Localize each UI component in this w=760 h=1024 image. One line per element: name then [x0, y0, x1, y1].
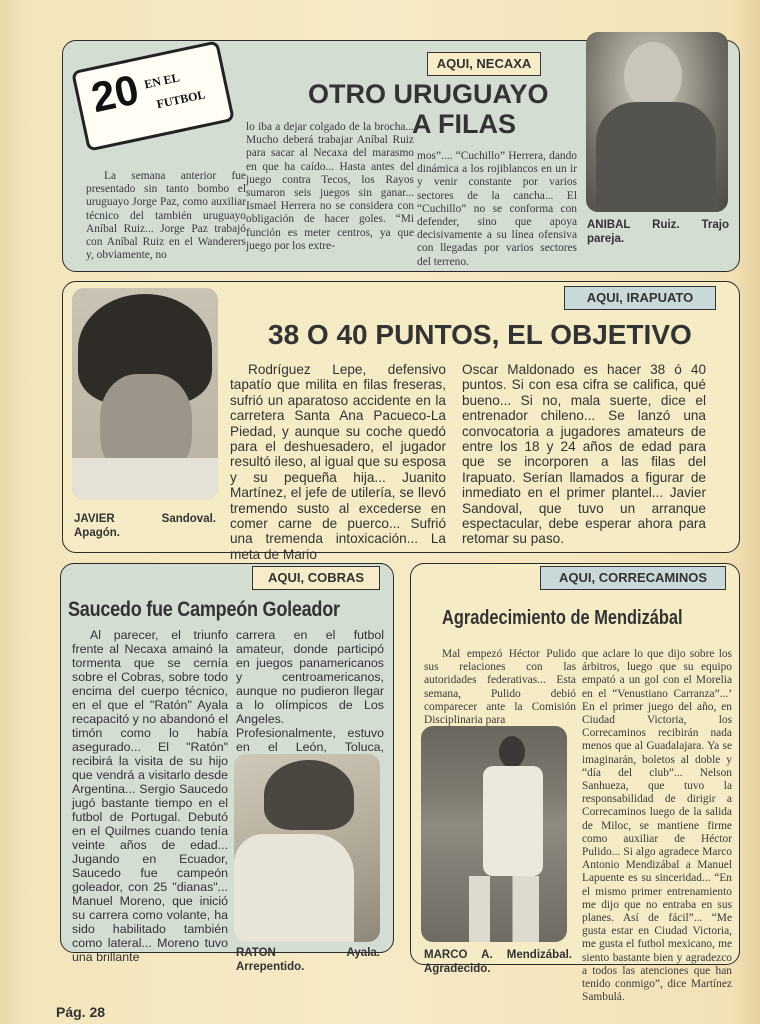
irapuato-photo-caption: JAVIER Sandoval. Apagón.	[74, 513, 216, 539]
necaxa-column-2: lo iba a dejar colgado de la brocha... Mucho deberá trabajar Aníbal Ruiz para sacar al Necaxa del marasmo en que ha caído... Hasta antes del juego contra Tecos, los Rayos sumaron seis juegos sin ganar... Ismael Herrera no se considera con obligación de hacer goles. “Mi función es meter centros, ya que juego por los extre-	[246, 121, 414, 252]
necaxa-tag: AQUI, NECAXA	[427, 52, 541, 76]
necaxa-column-1: La semana anterior fue presentado sin tanto bombo el uruguayo Jorge Paz, como auxiliar técnico del también uruguayo Aníbal Ruiz... Jorge Paz trabajó con Aníbal Ruiz en el Wanderers y, obviamente, no	[86, 170, 246, 262]
correcaminos-headline: Agradecimiento de Mendizábal	[442, 607, 683, 629]
cobras-tag: AQUI, COBRAS	[252, 566, 380, 590]
irapuato-headline: 38 O 40 PUNTOS, EL OBJETIVO	[268, 319, 692, 350]
irapuato-tag: AQUI, IRAPUATO	[564, 286, 716, 310]
necaxa-photo-caption: ANIBAL Ruiz. Trajo pareja.	[587, 219, 729, 245]
necaxa-column-3: mos”.... “Cuchillo” Herrera, dando dinámica a los rojiblancos en un ir y venir constante por varios sectores de la cancha... El “Cuchillo” no se conforma con defender, sino que apoya decisivamente a su línea ofensiva con llegadas por varios sectores del terreno.	[417, 150, 577, 268]
cobras-photo-caption: RATON Ayala. Arrepentido.	[236, 947, 380, 973]
correcaminos-column-1: Mal empezó Héctor Pulido sus relaciones con las autoridades federativas... Esta semana, Pulido debió comparecer ante la Comisión Disciplinaria para	[424, 648, 576, 727]
photo-shirt	[72, 458, 218, 500]
cobras-headline: Saucedo fue Campeón Goleador	[68, 598, 340, 621]
correcaminos-photo-caption: MARCO A. Mendizábal. Agradecido.	[424, 949, 572, 975]
raton-ayala-photo	[234, 754, 380, 942]
photo-head	[499, 736, 525, 768]
section-badge-number: 20	[87, 65, 143, 122]
photo-shirt	[483, 766, 543, 876]
photo-body	[596, 102, 716, 212]
photo-subject	[624, 42, 682, 110]
cobras-column-1: Al parecer, el triunfo frente al Necaxa amainó la tormenta que se cernía sobre el Cobras, sobre todo encima del cuerpo técnico, en el que el "Ratón" Ayala recapacitó y no abandonó el timón como lo había asegurado... El "Ratón" recibirá la visita de su hijo que vendrá a visitarlo desde Argentina... Sergio Saucedo jugó bastante tiempo en el futbol de Portugal. Debutó en el Quilmes cuando tenía veinte años de edad... Jugando en Ecuador, Saucedo fue campeón goleador, con 25 "dianas"... Manuel Moreno, que inició su carrera como volante, ha sido habilitado también como lateral... Moreno tuvo una brillante	[72, 628, 228, 964]
marco-mendizabal-photo	[421, 726, 567, 942]
cobras-column-2: carrera en el futbol amateur, donde participó en juegos panamericanos y centroamericanos, aunque no pudieron llegar a lo olímpicos de Los Angeles. Profesionalmente, estuvo en el León, Toluca,	[236, 628, 384, 754]
photo-body	[234, 834, 354, 942]
correcaminos-tag: AQUI, CORRECAMINOS	[540, 566, 726, 590]
photo-legs	[469, 876, 539, 942]
necaxa-headline-line2: A FILAS	[412, 109, 516, 139]
javier-sandoval-photo	[72, 288, 218, 500]
page-number: Pág. 28	[56, 1004, 106, 1020]
anibal-ruiz-photo	[586, 32, 728, 212]
irapuato-column-1: Rodríguez Lepe, defensivo tapatío que milita en filas freseras, sufrió un aparatoso accidente en la carretera Santa Ana Pacueco-La Piedad, y aunque su coche quedó para el deshuesadero, el jugador resultó ileso, al igual que su esposa y su pequeña hija... Juanito Martínez, el jefe de utilería, se llevó tremendo susto al excederse en comer carne de puerco... Sufrió una tremenda intoxicación... La meta de Mario	[230, 362, 446, 562]
photo-hair	[264, 760, 354, 830]
section-badge-line1: EN EL	[142, 70, 181, 92]
irapuato-column-2: Oscar Maldonado es hacer 38 ó 40 puntos. Si con esa cifra se califica, qué bueno... Si no, mala suerte, dice el entrenador chileno... Se lanzó una convocatoria a jugadores amateurs de entre los 18 y 24 años de edad para que se incorporen a las filas del Irapuato. Serían llamados a figurar de inmediato en el primer plantel... Javier Sandoval, que tuvo un arranque espectacular, debe esperar ahora para retomar su paso.	[462, 362, 706, 547]
section-badge-line2: FUTBOL	[155, 87, 207, 112]
necaxa-headline-line1: OTRO URUGUAYO	[308, 79, 549, 109]
correcaminos-column-2: que aclare lo que dijo sobre los árbitros, luego que su equipo empató a un gol con el Morelia en el “Venustiano Carranza”...’ En el primer juego del año, en Ciudad Victoria, los Correcaminos recibirán nada menos que al Guadalajara. Ya se imaginarán, boletos al doble y “día del club”... Nelson Sanhueza, que tuvo la responsabilidad de dirigir a Correcaminos luego de la salida de Miloc, se mantiene firme como auxiliar de Héctor Pulido... Si algo agradece Marco Antonio Mendizábal a Manuel Lapuente es su sinceridad... “En el mismo primer entrenamiento me dijo que no entraba en sus planes. Así de fácil”... “Me gusta estar en Ciudad Victoria, me gusta el futbol mexicano, me siento bastante bien y agradezco a todos las atenciones que han tenido conmigo”, dice Martínez Sambulá.	[582, 648, 732, 1004]
